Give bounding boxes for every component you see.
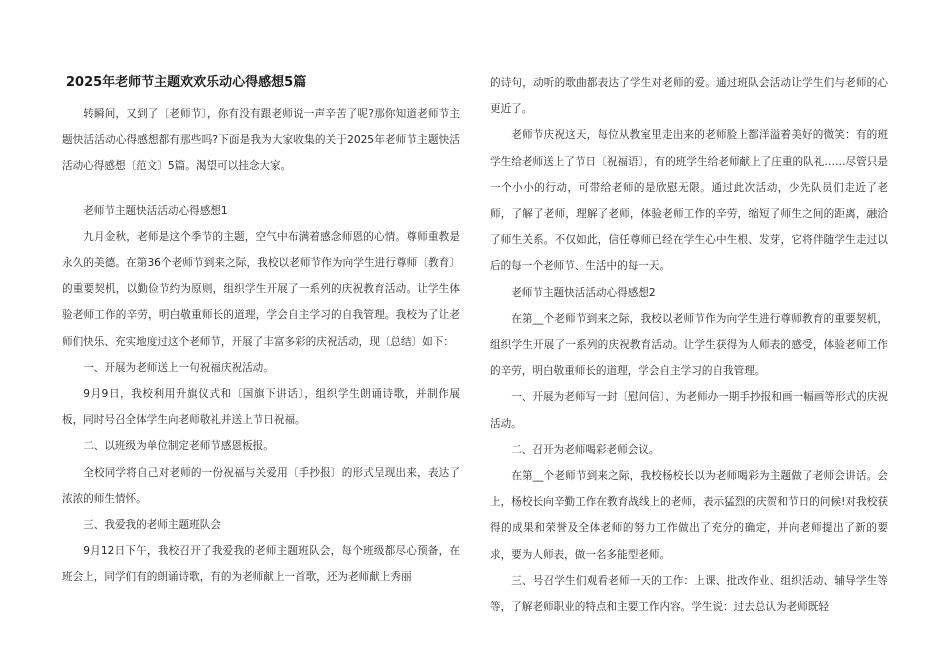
- list-heading: 一、开展为老师写一封〔慰问信〕、为老师办一期手抄报和画一幅画等形式的庆祝活动。: [490, 391, 888, 430]
- section-heading: 老师节主题快活活动心得感想1: [83, 204, 228, 217]
- paragraph: 三、号召学生们观看老师一天的工作：上课、批改作业、组织活动、辅导学生等等，了解老师职业的特点和主要工作内容。学生说：过去总认为老师既轻: [490, 574, 888, 614]
- list-heading: 二、召开为老师喝彩老师会议。: [511, 443, 660, 456]
- paragraph: 九月金秋，老师是这个季节的主题，空气中布满着感念师恩的心情。尊师重教是永久的美德。在第36个老师节到来之际，我校以老师节作为向学生进行尊师〔教育〕的重要契机，以勤俭节约为原则，组织学生开展了一系列的庆祝教育活动。让学生体验老师工作的辛劳，明白敬重师长的道理，学会自主学习的自我管理。我校为了让老师们快乐、充实地度过这个老师节，开展了丰富多彩的庆祝活动，现〔总结〕如下：: [62, 230, 460, 348]
- paragraph: 9月9日，我校利用升旗仪式和〔国旗下讲话〕，组织学生朗诵诗歌，并制作展板，同时号召全体学生向老师敬礼并送上节日祝福。: [62, 388, 460, 427]
- blank-line: [62, 180, 460, 198]
- paragraph: 9月12日下午，我校召开了我爱我的老师主题班队会，每个班级都尽心预备，在班会上，同学们有的朗诵诗歌，有的为老师献上一首歌，还为老师献上秀丽: [62, 545, 460, 584]
- right-column: [490, 70, 888, 620]
- paragraph: 在第__个老师节到来之际，我校杨校长以为老师喝彩为主题做了老师会讲话。会上，杨校长向辛勤工作在教育战线上的老师，表示猛烈的庆贺和节日的问候!对我校获得的成果和荣誉及全体老师的努力工作做出了充分的确定，并向老师提出了新的要求，要为人师表，做一名多能型老师。: [490, 470, 888, 561]
- paragraph: 在第__个老师节到来之际，我校以老师节作为向学生进行尊师教育的重要契机，组织学生开展了一系列的庆祝教育活动。让学生获得为人师表的感受，体验老师工作的辛劳，明白敬重师长的道理，学会自主学习的自我管理。: [490, 312, 888, 378]
- list-heading: 一、开展为老师送上一句祝福庆祝活动。: [83, 361, 274, 374]
- list-heading: 三、我爱我的老师主题班队会: [83, 519, 221, 532]
- document-title: 2025年老师节主题欢欢乐动心得感想5篇: [66, 75, 307, 90]
- paragraph: 转瞬间，又到了〔老师节〕，你有没有跟老师说一声辛苦了呢?那你知道老师节主题快活活动心得感想都有那些吗?下面是我为大家收集的关于2025年老师节主题快活活动心得感想〔范文〕5篇。渴望可以挂念大家。: [62, 108, 460, 173]
- list-heading: 二、以班级为单位制定老师节感恩板报。: [83, 440, 274, 453]
- paragraph: 老师节庆祝这天，每位从教室里走出来的老师脸上都洋溢着美好的微笑：有的班学生给老师送上了节日〔祝福语〕，有的班学生给老师献上了庄重的队礼……尽管只是一个小小的行动，可带给老师的是欣慰无限。通过此次活动，少先队员们走近了老师，了解了老师，理解了老师，体验老师工作的辛劳，缩短了师生之间的距离，融洽了师生关系。不仅如此，信任尊师已经在学生心中生根、发芽，它将伴随学生走过以后的每一个老师节、生活中的每一天。: [490, 129, 888, 273]
- left-column: [62, 74, 460, 591]
- paragraph: 全校同学将自己对老师的一份祝福与关爱用〔手抄报〕的形式呈现出来，表达了浓浓的师生情怀。: [62, 466, 460, 505]
- paragraph-continued: 的诗句，动听的歌曲都表达了学生对老师的爱。通过班队会活动让学生们与老师的心更近了。: [490, 77, 888, 116]
- section-heading: 老师节主题快活活动心得感想2: [511, 286, 656, 299]
